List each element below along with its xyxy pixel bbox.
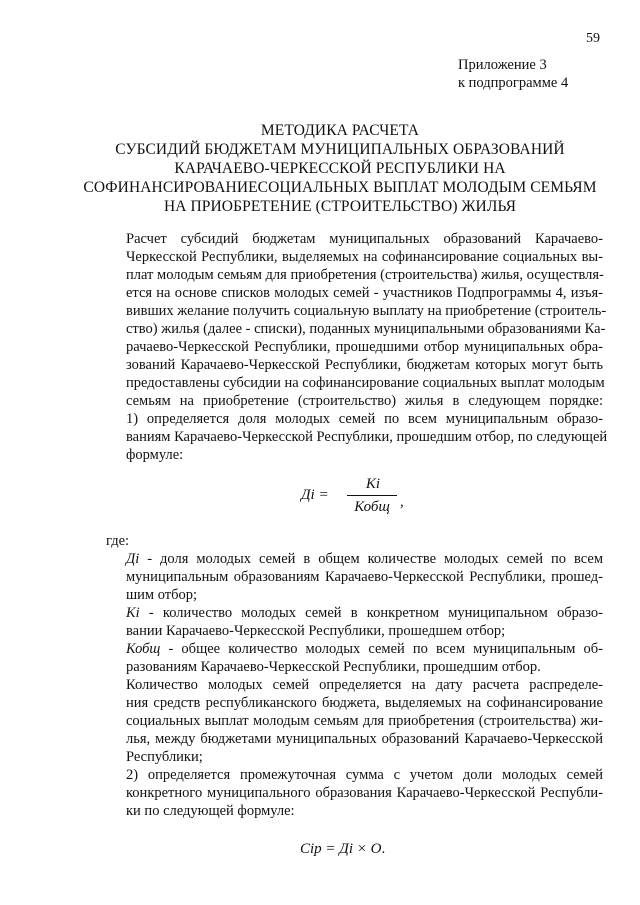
intro-line: Черкесской Республики, выделяемых на софинансирование социальных вы- — [126, 249, 603, 265]
formula-text: Сiр = Дi × О — [300, 841, 382, 857]
formula-lhs: Дi = — [301, 487, 329, 503]
formula-punctuation: , — [400, 494, 404, 510]
document-title — [60, 121, 620, 216]
count-line: социальных выплат молодым семьям для приобретения (строительства) жи- — [126, 713, 603, 729]
count-paragraph — [86, 676, 603, 766]
formula-share — [86, 464, 603, 526]
title-line-5: НА ПРИОБРЕТЕНИЕ (СТРОИТЕЛЬСТВО) ЖИЛЬЯ — [163, 198, 517, 215]
count-line: лья, между бюджетами муниципальных образований Карачаево-Черкесской — [126, 731, 603, 747]
step-1-line: формуле: — [126, 447, 184, 463]
intro-line: рачаево-Черкесской Республики, прошедшими отбор муниципальных обра- — [126, 339, 603, 355]
definition-line: муниципальным образованиям Карачаево-Черкесской Республики, прошед- — [126, 569, 603, 585]
definition-line: вании Карачаево-Черкесской Республики, прошедшем отбор; — [126, 623, 506, 639]
appendix-line-2: к подпрограмме 4 — [458, 75, 569, 91]
count-line: ния средств республиканского бюджета, выделяемых на софинансирование — [126, 695, 603, 711]
definition-di — [86, 550, 603, 604]
definition-ki — [86, 604, 603, 640]
formula-punctuation: . — [381, 841, 386, 857]
intro-line: предоставлены субсидии на софинансирование социальных выплат молодым — [126, 375, 605, 391]
appendix-line-1: Приложение 3 — [458, 57, 547, 73]
title-line-1: МЕТОДИКА РАСЧЕТА — [260, 122, 420, 139]
intro-paragraph — [86, 230, 607, 410]
step-2-line: 2) определяется промежуточная сумма с учетом доли молодых семей — [126, 767, 603, 783]
symbol-kobsh: Кобщ — [126, 641, 161, 657]
step-1-line: ваниям Карачаево-Черкесской Республики, прошедшим отбор, по следующей — [126, 429, 608, 445]
formula-intermediate-sum — [86, 820, 603, 870]
page-number: 59 — [586, 31, 600, 46]
formula-denominator: Кобщ — [354, 499, 390, 515]
intro-line: семьям на приобретение (строительство) жилья в следующем порядке: — [126, 393, 603, 409]
definition-kobsh — [86, 640, 603, 676]
definition-line — [86, 604, 603, 622]
step-2-paragraph — [86, 766, 603, 820]
step-1-line: 1) определяется доля молодых семей по всем муниципальным образо- — [126, 411, 603, 427]
title-line-4: СОФИНАНСИРОВАНИЕСОЦИАЛЬНЫХ ВЫПЛАТ МОЛОДЫМ СЕМЬЯМ — [83, 179, 597, 196]
title-line-2: СУБСИДИЙ БЮДЖЕТАМ МУНИЦИПАЛЬНЫХ ОБРАЗОВАНИЙ — [115, 141, 565, 158]
intro-line: зований Карачаево-Черкесской Республики, бюджетам которых могут быть — [126, 357, 603, 373]
step-2-line: ки по следующей формуле: — [126, 803, 295, 819]
definition-line: шим отбор; — [126, 587, 198, 603]
symbol-di: Дi — [126, 551, 140, 567]
symbol-ki: Ki — [126, 605, 140, 621]
document-body — [86, 230, 608, 870]
where-label: где: — [106, 533, 130, 549]
appendix-reference — [458, 56, 568, 92]
intro-line: вивших желание получить социальную выплату на приобретение (строитель- — [126, 303, 607, 319]
definition-line — [86, 550, 603, 568]
count-line: Республики; — [126, 749, 203, 765]
title-line-3: КАРАЧАЕВО-ЧЕРКЕССКОЙ РЕСПУБЛИКИ НА — [174, 160, 506, 177]
definition-line — [86, 640, 603, 658]
definition-text: - общее количество молодых семей по всем муниципальным об- — [160, 641, 603, 657]
step-2-line: конкретного муниципального образования Карачаево-Черкесской Республи- — [126, 785, 603, 801]
formula-expression — [300, 840, 385, 858]
step-1-paragraph — [86, 410, 608, 464]
intro-line: ется на основе списков молодых семей - участников Подпрограммы 4, изъя- — [126, 285, 603, 301]
definition-line: разованиям Карачаево-Черкесской Республики, прошедшим отбор. — [126, 659, 541, 675]
intro-line: Расчет субсидий бюджетам муниципальных образований Карачаево- — [126, 231, 603, 247]
definition-text: - количество молодых семей в конкретном муниципальном образо- — [139, 605, 603, 621]
intro-line: ство) жилья (далее - списки), поданных муниципальными образованиями Ка- — [126, 321, 606, 337]
intro-line: плат молодым семьям для приобретения (строительства) жилья, осуществля- — [126, 267, 604, 283]
definition-text: - доля молодых семей в общем количестве молодых семей по всем — [139, 551, 603, 567]
count-line: Количество молодых семей определяется на дату расчета распределе- — [126, 677, 603, 693]
fraction-bar — [347, 495, 397, 496]
formula-numerator: Ki — [365, 476, 381, 492]
